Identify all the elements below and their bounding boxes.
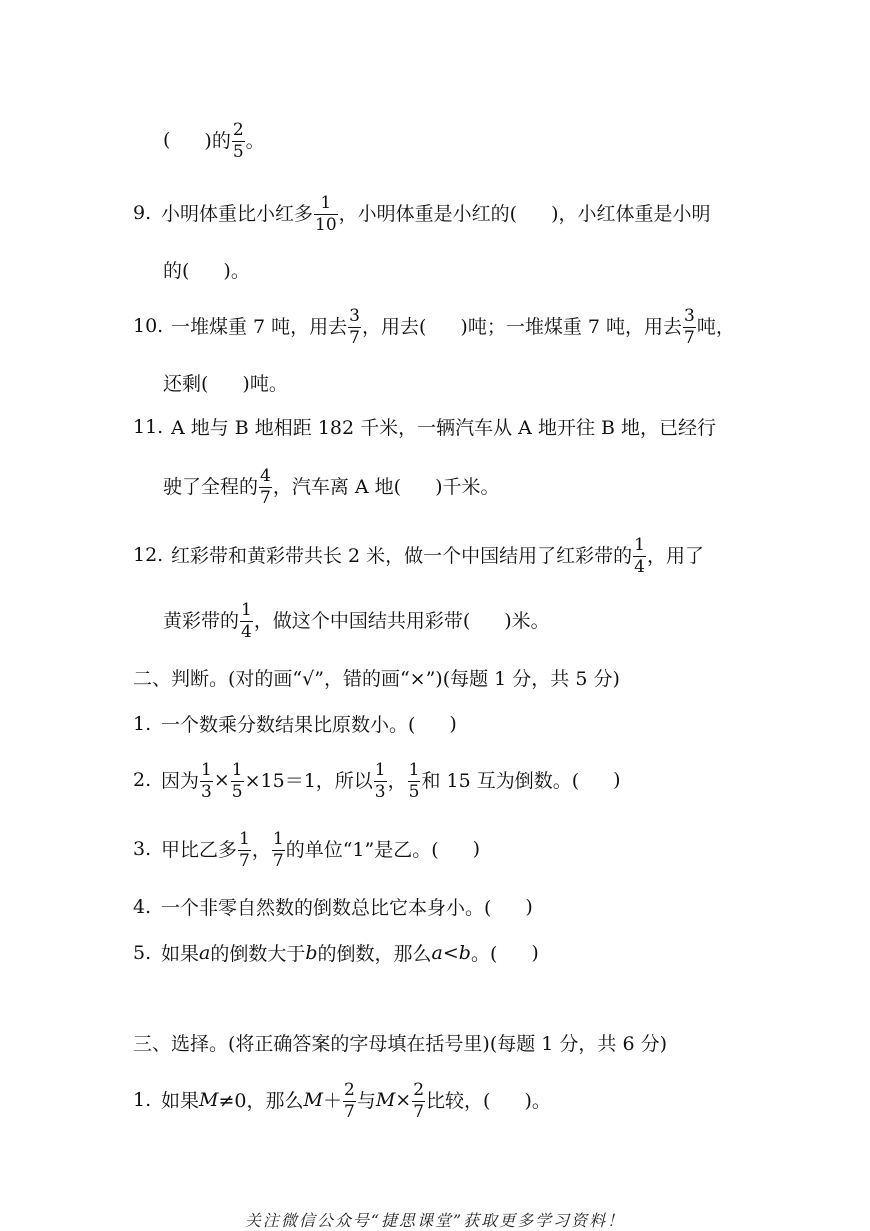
fraction: $\frac{2}{7}$ [343, 1080, 355, 1122]
question-11-line2: 驶了全程的 $\frac{4}{7}$ ，汽车离 A 地( )千米。 [163, 466, 500, 508]
fraction: $\frac{1}{3}$ [201, 760, 212, 802]
question-10: 10. 一堆煤重 7 吨，用去 $\frac{3}{7}$ ，用去( )吨；一堆煤重 7 吨，用去 $\frac{3}{7}$ 吨， [133, 306, 735, 348]
fraction: $\frac{1}{7}$ [239, 829, 250, 871]
fraction: $\frac{1}{4}$ [634, 535, 645, 577]
question-11: 11. A 地与 B 地相距 182 千米，一辆汽车从 A 地开往 B 地，已经行 [133, 415, 716, 439]
fraction: $\frac{1}{5}$ [231, 760, 243, 802]
footer-promo-text: 关注微信公众号“捷思课堂”获取更多学习资料！ [244, 1211, 626, 1230]
fraction: $\frac{1}{10}$ [315, 193, 337, 235]
judge-item-4: 4. 一个非零自然数的倒数总比它本身小。( ) [133, 895, 533, 919]
fraction: $\frac{1}{4}$ [241, 600, 252, 642]
fraction: $\frac{3}{7}$ [349, 306, 360, 348]
judge-item-2: 2. 因为 $\frac{1}{3}$ × $\frac{1}{5}$ ×15＝1，所以 $\frac{1}{3}$ ， $\frac{1}{5}$ 和 15 互为倒数。( ) [133, 760, 621, 802]
judge-item-1: 1. 一个数乘分数结果比原数小。( ) [133, 712, 457, 736]
fraction: $\frac{1}{3}$ [374, 760, 386, 802]
fraction: $\frac{1}{7}$ [272, 829, 284, 871]
question-10-line2: 还剩( )吨。 [163, 373, 288, 395]
question-9: 9. 小明体重比小红多 $\frac{1}{10}$ ，小明体重是小红的( )，小红体重是小明 [133, 193, 711, 235]
fraction: $\frac{2}{7}$ [413, 1080, 425, 1122]
question-12: 12. 红彩带和黄彩带共长 2 米，做一个中国结用了红彩带的 $\frac{1}{4}$ ，用了 [133, 535, 705, 577]
question-9-line2: 的( )。 [163, 260, 250, 282]
fraction: $\frac{1}{5}$ [408, 760, 420, 802]
fraction: $\frac{4}{7}$ [260, 466, 271, 508]
judge-item-5: 5. 如果 a 的倒数大于 b 的倒数，那么 a<b 。( ) [133, 941, 539, 965]
question-12-line2: 黄彩带的 $\frac{1}{4}$ ，做这个中国结共用彩带( )米。 [163, 600, 550, 642]
choice-item-1: 1. 如果 M ≠0，那么 M ＋ $\frac{2}{7}$ 与 M × $\frac{2}{7}$ 比较，( )。 [133, 1080, 551, 1122]
fraction: $\frac{2}{5}$ [232, 120, 244, 162]
q8-continuation: ( )的 $\frac{2}{5}$ 。 [163, 120, 265, 162]
judge-item-3: 3. 甲比乙多 $\frac{1}{7}$ ， $\frac{1}{7}$ 的单位“1”是乙。( ) [133, 829, 481, 871]
section-3-title: 三、选择。(将正确答案的字母填在括号里)(每题 1 分，共 6 分) [133, 1033, 667, 1055]
fraction: $\frac{3}{7}$ [684, 306, 695, 348]
section-2-title: 二、判断。(对的画“√”，错的画“×”)(每题 1 分，共 5 分) [133, 668, 620, 690]
